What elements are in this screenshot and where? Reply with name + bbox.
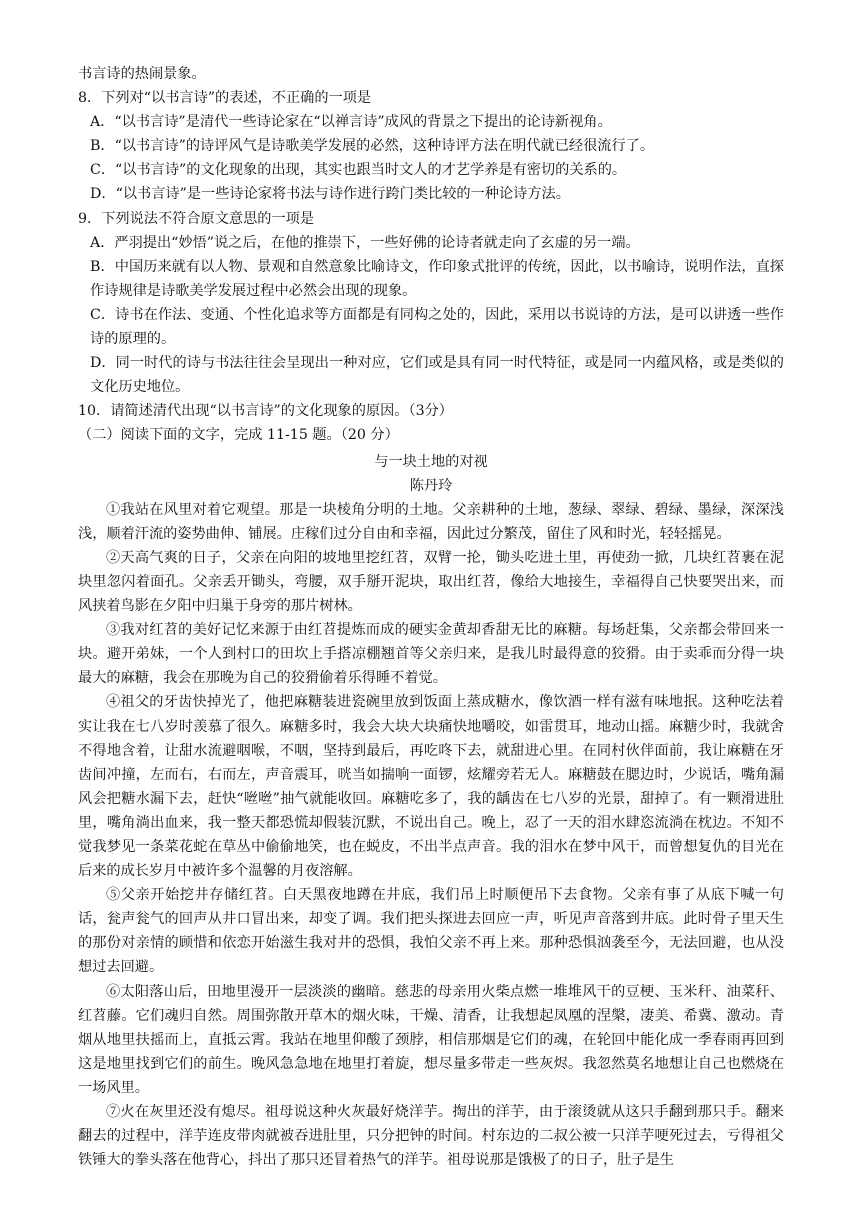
article-title: 与一块土地的对视 [374,453,488,470]
question-10: 10．请简述清代出现“以书言诗”的文化现象的原因。（3分） [78,403,453,420]
article-author: 陈丹玲 [409,477,453,494]
article-paragraph-1: ①我站在风里对着它观望。那是一块棱角分明的土地。父亲耕种的土地，葱绿、翠绿、碧绿、墨绿，深深浅浅，顺着汗流的姿势曲伸、铺展。庄稼们过分自由和幸福，因此过分繁茂，留住了风和时光，轻轻摇晃。 [78,501,784,542]
question-9 [78,207,784,400]
option-d: D．“以书言诗”是一些诗论家将书法与诗作进行跨门类比较的一种论诗方法。 [90,186,570,203]
option-b: B．“以书言诗”的诗评风气是诗歌美学发展的必然，这种诗评方法在明代就已经很流行了。 [90,138,655,155]
option-d: D．同一时代的诗与书法往往会呈现出一种对应，它们或是具有同一时代特征，或是同一内蕴风格，或是类似的文化历史地位。 [90,355,784,396]
question-8 [78,86,784,206]
option-a: A．严羽提出“妙悟”说之后，在他的推崇下，一些好佛的论诗者就走向了玄虚的另一端。 [90,234,640,251]
article-paragraph-7: ⑦火在灰里还没有熄尽。祖母说这种火灰最好烧洋芋。掏出的洋芋，由于滚烫就从这只手翻到那只手。翻来翻去的过程中，洋芋连皮带肉就被吞进肚里，只分把钟的时间。村东边的二叔公被一只洋芋哽死过去，亏得祖父铁锤大的拳头落在他背心，抖出了那只还冒着热气的洋芋。祖母说那是饿极了的日子，肚子是生 [78,1104,784,1169]
article-paragraph-6: ⑥太阳落山后，田地里漫开一层淡淡的幽暗。慈悲的母亲用火柴点燃一堆堆风干的豆梗、玉米秆、油菜秆、红苕藤。它们魂归自然。周围弥散开草木的烟火味，干燥、清香，让我想起凤凰的涅槃，凄美、希冀、激动。青烟从地里扶摇而上，直抵云霄。我站在地里仰酸了颈脖，相信那烟是它们的魂，在轮回中能化成一季春雨再回到这是地里找到它们的前生。晚风急急地在地里打着旋，想尽量多带走一些灰烬。我忽然莫名地想让自己也燃烧在一场风里。 [78,983,784,1096]
document-page [78,62,784,1172]
section-heading: （二）阅读下面的文字，完成 11-15 题。（20 分） [78,427,399,444]
option-a: A．“以书言诗”是清代一些诗论家在“以禅言诗”成风的背景之下提出的论诗新视角。 [90,114,612,131]
article-paragraph-5: ⑤父亲开始挖井存储红苕。白天黑夜地蹲在井底，我们吊上时顺便吊下去食物。父亲有事了从底下喊一句话，瓮声瓮气的回声从井口冒出来，却变了调。我们把头探进去回应一声，听见声音落到井底。此时骨子里天生的那份对亲情的顾惜和依恋开始滋生我对井的恐惧，我怕父亲不再上来。那种恐惧汹袭至今，无法回避，也从没想过去回避。 [78,887,784,976]
continued-text: 书言诗的热闹景象。 [78,66,206,82]
option-c: C．诗书在作法、变通、个性化追求等方面都是有同构之处的，因此，采用以书说诗的方法，是可以讲透一些作诗的原理的。 [90,306,784,348]
article-paragraph-3: ③我对红苕的美好记忆来源于由红苕提炼而成的硬实金黄却香甜无比的麻糖。每场赶集，父亲都会带回来一块。避开弟妹，一个人到村口的田坎上手搭凉棚翘首等父亲归来，是我儿时最得意的狡猾。由于卖乖而分得一块最大的麻糖，我会在那晚为自己的狡猾偷着乐得睡不着觉。 [78,622,784,687]
option-c: C．“以书言诗”的文化现象的出现，其实也跟当时文人的才艺学养是有密切的关系的。 [90,162,627,179]
question-stem: 8．下列对“以书言诗”的表述，不正确的一项是 [78,90,372,107]
article-paragraph-2: ②天高气爽的日子，父亲在向阳的坡地里挖红苕，双臂一抡，锄头吃进土里，再使劲一掀，几块红苕裹在泥块里忽闪着面孔。父亲丢开锄头，弯腰，双手掰开泥块，取出红苕，像给大地接生，幸福得自己快要哭出来，而风挟着鸟影在夕阳中归巢于身旁的那片树林。 [78,549,784,615]
option-b: B．中国历来就有以人物、景观和自然意象比喻诗文，作印象式批评的传统，因此，以书喻诗，说明作法，直探作诗规律是诗歌美学发展过程中必然会出现的现象。 [90,258,784,299]
article-paragraph-4: ④祖父的牙齿快掉光了，他把麻糖装进瓷碗里放到饭面上蒸成糖水，像饮酒一样有滋有味地抿。这种吃法着实让我在七八岁时羡慕了很久。麻糖多时，我会大块大块痛快地嚼咬，如雷贯耳，地动山摇。麻糖少时，我就舍不得地含着，让甜水流避咽喉，不咽，坚持到最后，再吃咚下去，就甜进心里。在同村伙伴面前，我让麻糖在牙齿间冲撞，左而右，右而左，声音震耳，咣当如揣响一面锣，炫耀旁若无人。麻糖鼓在腮边时，少说话，嘴角漏风会把糖水漏下去，赶快“咝咝”抽气就能收回。麻糖吃多了，我的龋齿在七八岁的光景，甜掉了。有一颗滑进肚里，嘴角淌出血来，我一整天都恐慌却假装沉默，不说出自己。晚上，忍了一天的泪水肆恣流淌在枕边。不知不觉我梦见一条菜花蛇在草丛中偷偷地笑，也在蜕皮，不出半点声音。我的泪水在梦中风干，而曾想复仇的目光在后来的成长岁月中被许多个温馨的月夜溶解。 [78,694,784,880]
question-stem: 9．下列说法不符合原文意思的一项是 [78,210,315,227]
